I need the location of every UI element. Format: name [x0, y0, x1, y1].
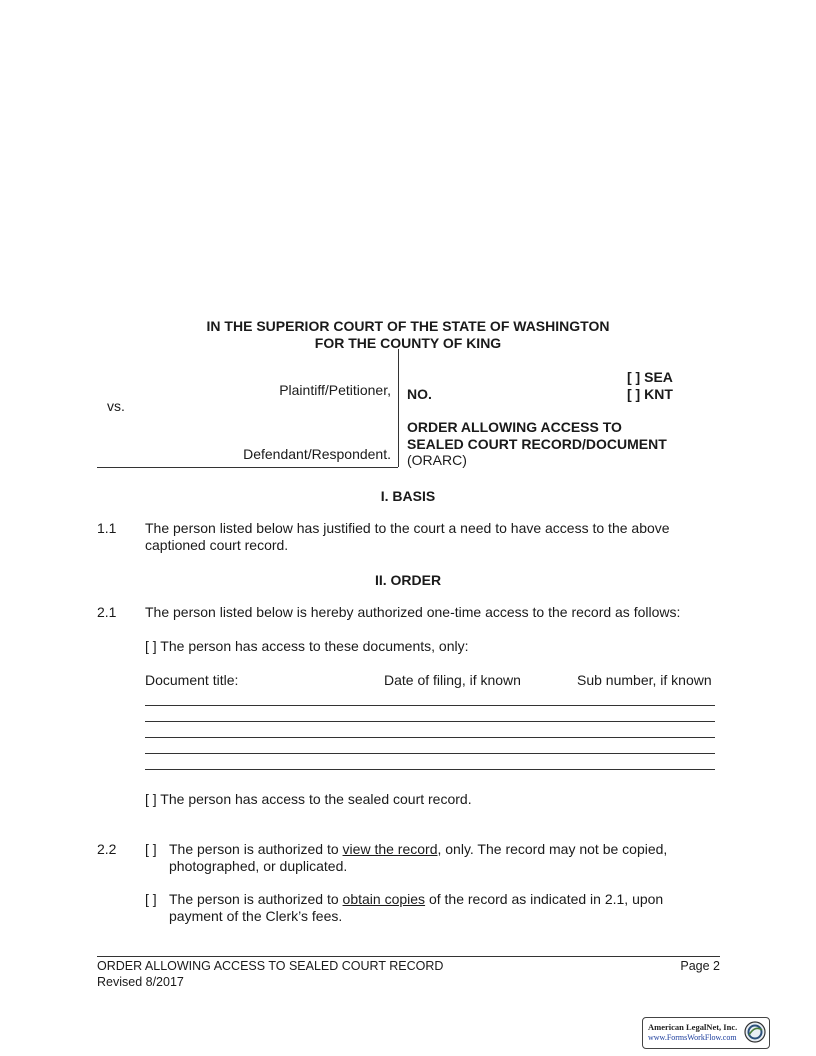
obtain-copies-text — [169, 891, 663, 907]
item-2-2-number: 2.2 — [97, 841, 117, 857]
item-2-1-text: The person listed below is hereby authorized one-time access to the record as follows: — [145, 604, 681, 620]
sealed-record-checkbox[interactable]: [ ] The person has access to the sealed court record. — [145, 791, 472, 807]
footer-form-title: ORDER ALLOWING ACCESS TO SEALED COURT RECORD — [97, 959, 444, 973]
item-2-1-number: 2.1 — [97, 604, 117, 620]
documents-only-checkbox[interactable]: [ ] The person has access to these documents, only: — [145, 638, 469, 654]
item-1-1-number: 1.1 — [97, 520, 117, 536]
view-the-record-phrase: view the record — [342, 841, 438, 857]
globe-icon — [744, 1021, 766, 1043]
copies-text-after: of the record as indicated in 2.1, upon — [425, 891, 664, 907]
plaintiff-label: Plaintiff/Petitioner, — [279, 382, 391, 398]
document-entry-line[interactable] — [145, 737, 715, 738]
caption-divider — [398, 349, 399, 467]
footer-rule — [97, 956, 720, 957]
view-text-after: , only. The record may not be copied, — [437, 841, 668, 857]
knt-checkbox[interactable]: [ ] KNT — [627, 386, 673, 402]
sea-checkbox[interactable]: [ ] SEA — [627, 369, 673, 385]
copies-text-before: The person is authorized to — [169, 891, 343, 907]
publisher-url[interactable]: www.FormsWorkFlow.com — [648, 1033, 737, 1042]
defendant-label: Defendant/Respondent. — [243, 446, 391, 462]
item-1-1-text-cont: captioned court record. — [145, 537, 289, 553]
obtain-copies-checkbox[interactable]: [ ] — [145, 891, 157, 907]
footer-page-number: Page 2 — [680, 959, 720, 973]
vs-label: vs. — [107, 398, 125, 414]
date-of-filing-header: Date of filing, if known — [384, 672, 521, 688]
caption-bottom-rule — [97, 467, 398, 468]
case-number-label: NO. — [407, 386, 432, 402]
view-record-checkbox[interactable]: [ ] — [145, 841, 157, 857]
view-record-text — [169, 841, 667, 857]
county-name: FOR THE COUNTY OF KING — [314, 335, 502, 351]
document-title-header: Document title: — [145, 672, 239, 688]
document-title-line2: SEALED COURT RECORD/DOCUMENT — [407, 436, 667, 452]
section-order-heading: II. ORDER — [374, 572, 442, 588]
document-abbreviation: (ORARC) — [407, 452, 467, 468]
publisher-logo[interactable] — [642, 1017, 770, 1049]
footer-revised-date: Revised 8/2017 — [97, 975, 184, 989]
sub-number-header: Sub number, if known — [577, 672, 712, 688]
document-entry-line[interactable] — [145, 753, 715, 754]
document-entry-line[interactable] — [145, 705, 715, 706]
publisher-name: American LegalNet, Inc. — [648, 1022, 738, 1032]
obtain-copies-text-cont: payment of the Clerk’s fees. — [169, 908, 343, 924]
document-entry-line[interactable] — [145, 721, 715, 722]
obtain-copies-phrase: obtain copies — [342, 891, 426, 907]
section-basis-heading: I. BASIS — [380, 488, 436, 504]
court-name: IN THE SUPERIOR COURT OF THE STATE OF WASHINGTON — [206, 318, 610, 334]
document-entry-line[interactable] — [145, 769, 715, 770]
document-title-line1: ORDER ALLOWING ACCESS TO — [407, 419, 622, 435]
view-text-before: The person is authorized to — [169, 841, 343, 857]
item-1-1-text: The person listed below has justified to the court a need to have access to the above — [145, 520, 670, 536]
view-record-text-cont: photographed, or duplicated. — [169, 858, 348, 874]
